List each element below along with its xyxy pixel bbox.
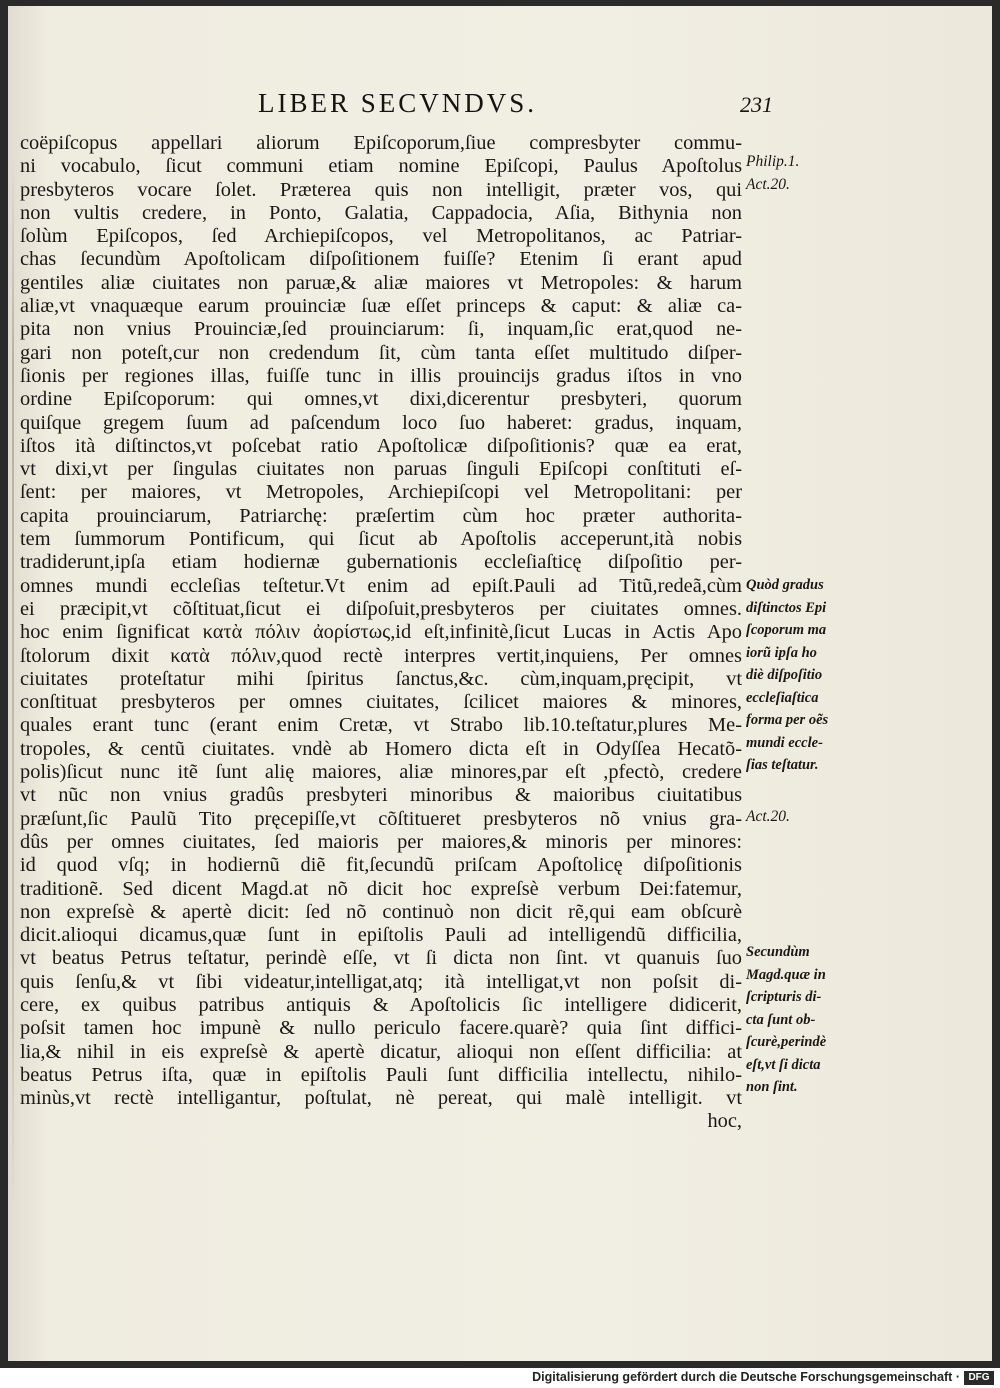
text-line: chas ſecundùm Apoſtolicam diſpoſitionem fuiſſe? Etenim ſi erant apud — [20, 248, 742, 271]
text-line: id quod vſq; in hodiernũ diẽ fit,ſecundũ priſcam Apoſtolicę diſpoſitionis — [20, 854, 742, 877]
margin-note-line: ſcoporum ma — [746, 622, 827, 638]
text-line: ciuitates proteſtatur mihi ſpiritus ſanctus,&c. cùm,inquam,pręcipit, vt — [20, 667, 742, 690]
text-line: ſent: per maiores, vt Metropoles, Archiepiſcopi vel Metropolitani: per — [20, 481, 742, 504]
text-line: conſtituat presbyteros per omnes ciuitates, ſcilicet maiores & minores, — [20, 691, 742, 714]
text-line: vt dixi,vt per ſingulas ciuitates non paruas ſinguli Epiſcopi conſtituti eſ- — [20, 458, 742, 481]
text-line: gentiles aliæ ciuitates non paruæ,& aliæ maiores vt Metropoles: & harum — [20, 271, 742, 294]
text-line: ordine Epiſcoporum: qui omnes,vt dixi,dicerentur presbyteri, quorum — [20, 388, 742, 411]
margin-note-line: iorũ ipſa ho — [746, 644, 817, 661]
text-line: quiſque gregem ſuum ad paſcendum loco ſuo haberet: gradus, inquam, — [20, 411, 742, 434]
margin-note-line: Act.20. — [746, 175, 790, 193]
text-line: ni vocabulo, ſicut communi etiam nomine Epiſcopi, Paulus Apoſtolus — [20, 155, 742, 178]
text-line: poſsit tamen hoc impunè & nullo periculo facere.quarè? quia ſint diffici- — [20, 1017, 742, 1040]
text-line: vt nũc non vnius gradûs presbyteri minoribus & maioribus ciuitatibus — [20, 784, 742, 807]
margin-note-line: ſcripturis di- — [746, 989, 822, 1005]
page-edge-shadow — [12, 156, 14, 1206]
text-line: ſolùm Epiſcopos, ſed Archiepiſcopos, vel Metropolitanos, ac Patriar- — [20, 225, 742, 248]
margin-note-act — [746, 806, 986, 829]
text-line: minùs,vt rectè intelligantur, poſtulat, nè pereat, qui malè intelligit. vt — [20, 1087, 742, 1110]
text-line: polis)ſicut nunc itẽ ſunt alię maiores, aliæ minores,par eſt ,pfectò, credere — [20, 761, 742, 784]
text-line: vt beatus Petrus teſtatur, perindè eſſe, vt ſi dicta non ſint. vt quanuis ſuo — [20, 947, 742, 970]
margin-note-line: forma per oẽs — [746, 712, 829, 728]
margin-note-line: diè diſpoſitio — [746, 667, 823, 683]
catchword: hoc, — [707, 1110, 742, 1133]
text-line: tropoles, & centũ ciuitates. vndè ab Homero dicta eſt in Odyſſea Hecatõ- — [20, 737, 742, 760]
text-line: dicit.alioqui dicamus,quæ ſunt in epiſtolis Pauli ad intelligendũ difficilia, — [20, 924, 742, 947]
margin-note-scripture-ref — [746, 151, 986, 196]
text-line: lia,& nihil in eis expreſsè & apertè dicatur, alioqui non eſſent difficilia: at — [20, 1040, 742, 1063]
text-line: traditionẽ. Sed dicent Magd.at nõ dicit hoc expreſsè verbum Dei:fatemur, — [20, 877, 742, 900]
text-line: gari non poteſt,cur non credendum ſit, cùm tanta eſſet multitudo diſper- — [20, 341, 742, 364]
margin-note-line: diſtinctos Epi — [746, 599, 827, 616]
text-line: quales erant tunc (erant enim Cretæ, vt Strabo lib.10.teſtatur,plures Me- — [20, 714, 742, 737]
text-line: hoc enim ſignificat κατὰ πόλιν ἀορίστως,id eſt,infinitè,ſicut Lucas in Actis Apo — [20, 621, 742, 644]
margin-note-line: Act.20. — [746, 808, 790, 825]
margin-note-line: Philip.1. — [746, 153, 800, 170]
text-line: presbyteros vocare ſolet. Præterea quis non intelligit, præter vos, qui — [20, 178, 742, 201]
margin-note-line: Quòd gradus — [746, 577, 824, 593]
margin-note-line: eccleſiaſtica — [746, 689, 819, 706]
text-line: dûs per omnes ciuitates, ſed maioris per maiores,& minoris per minores: — [20, 830, 742, 853]
text-line: præſunt,ſic Paulũ Tito pręcepiſſe,vt cõſtitueret presbyteros nõ vnius gra- — [20, 807, 742, 830]
margin-note-line: non ſint. — [746, 1079, 798, 1095]
margin-note-line: mundi eccle- — [746, 734, 823, 751]
margin-note-line: Secundùm — [746, 944, 810, 960]
margin-note-line: Magd.quæ in — [746, 966, 826, 983]
running-title: LIBER SECVNDVS. — [258, 88, 538, 118]
text-line: quis ſenſu,& vt ſibi videatur,intelligat,atq; ità intelligat,vt non poſsit di- — [20, 970, 742, 993]
text-line: coëpiſcopus appellari aliorum Epiſcoporum,ſiue compresbyter commu- — [20, 132, 742, 154]
main-text-block — [20, 132, 742, 1134]
text-line: ſionis per regiones illas, fuiſſe tunc in illis prouincijs gradus iſtos in vno — [20, 364, 742, 387]
margin-note-line: ſias teſtatur. — [746, 757, 819, 773]
text-line: tem ſummorum Pontificum, qui ſicut ab Apoſtolis acceperunt,ità nobis — [20, 528, 742, 551]
text-line: cere, ex quibus patribus antiquis & Apoſtolicis ſic intelligere didicerit, — [20, 993, 742, 1016]
margin-note-magd — [746, 941, 986, 1099]
text-line: tradiderunt,ipſa etiam hodiernæ gubernationis eccleſiaſticę diſpoſitio per- — [20, 551, 742, 574]
text-line: non expreſsè & apertè dicit: ſed nõ continuò non dicit rẽ,qui eam obſcurè — [20, 900, 742, 923]
funding-notice: Digitalisierung gefördert durch die Deutsche Forschungsgemeinschaft · — [532, 1370, 960, 1384]
text-line: iſtos ità diſtinctos,vt poſcebat ratio Apoſtolicæ diſpoſitionis? quæ ea erat, — [20, 434, 742, 457]
book-page — [8, 6, 992, 1361]
text-line: pita non vnius Prouinciæ,ſed prouinciarum: ſi, inquam,ſic erat,quod ne- — [20, 318, 742, 341]
margin-note-line: cta ſunt ob- — [746, 1011, 816, 1028]
text-line: ſtolorum dixit κατὰ πόλιν,quod rectè interpres vertit,inquiens, Per omnes — [20, 644, 742, 667]
text-line: aliæ,vt vnaquæque earum prouinciæ ſuæ eſſet princeps & caput: & aliæ ca- — [20, 295, 742, 318]
footer-bar — [0, 1368, 1000, 1388]
text-line: beatus Petrus iſta, quæ in epiſtolis Pauli ſunt difficilia intellectu, nihilo- — [20, 1063, 742, 1086]
text-line: ei præcipit,vt cõſtituat,ſicut ei diſpoſuit,presbyteros per ciuitates omnes. — [20, 597, 742, 620]
text-line: omnes mundi eccleſias teſtetur.Vt enim ad epiſt.Pauli ad Titũ,redeã,cùm — [20, 574, 742, 597]
margin-note-gradus — [746, 574, 986, 777]
text-line: capita prouinciarum, Patriarchę: præſertim cùm hoc præter authorita- — [20, 504, 742, 527]
margin-note-line: ſcurè,perindè — [746, 1034, 827, 1050]
margin-note-line: eſt,vt ſi dicta — [746, 1056, 821, 1073]
page-number: 231 — [740, 92, 773, 117]
text-line: non vultis credere, in Ponto, Galatia, Cappadocia, Aſia, Bithynia non — [20, 201, 742, 224]
dfg-logo: DFG — [964, 1371, 994, 1385]
